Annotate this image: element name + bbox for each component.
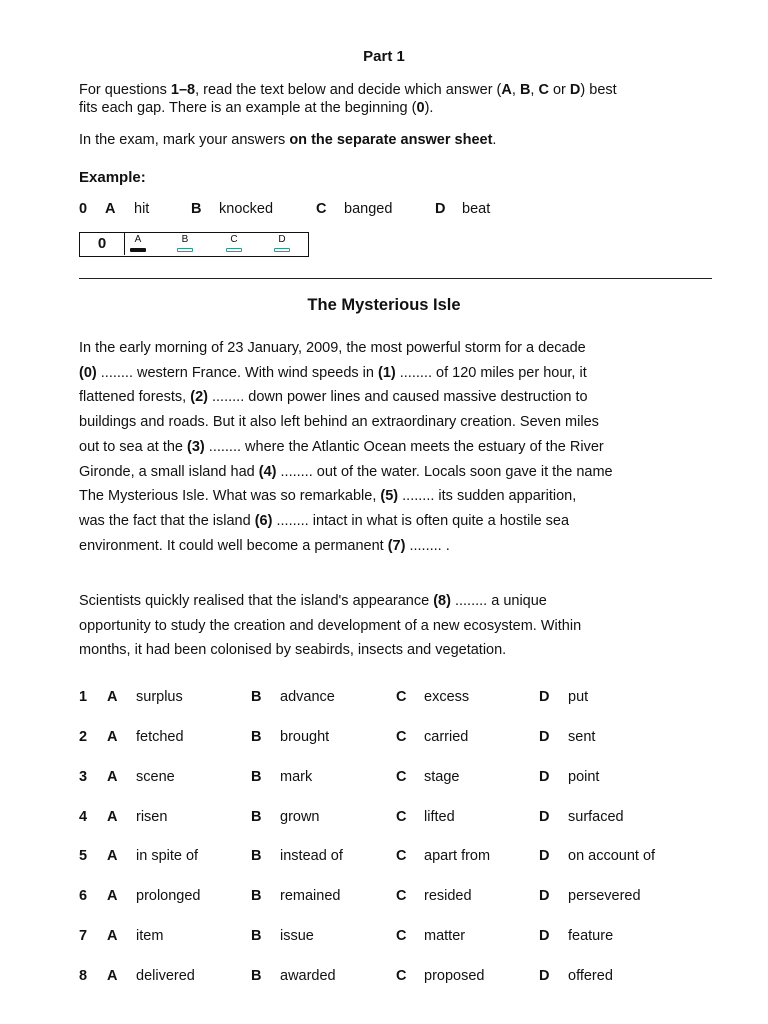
section-divider bbox=[79, 278, 712, 279]
option-b: remained bbox=[280, 888, 341, 904]
example-word-b: knocked bbox=[219, 201, 274, 217]
text-run: In the early morning of 23 January, 2009, the most powerful storm for a decade bbox=[79, 340, 586, 356]
option-letter-b: B bbox=[251, 729, 262, 745]
text-run: Scientists quickly realised that the island's appearance bbox=[79, 593, 434, 609]
option-d: surfaced bbox=[568, 809, 624, 825]
instr-text: In the exam, mark your answers bbox=[79, 132, 290, 148]
paragraph-line bbox=[79, 614, 719, 639]
text-run: ........ out of the water. Locals soon gave it the name bbox=[276, 463, 613, 480]
option-a: risen bbox=[136, 809, 168, 825]
paragraph-line bbox=[79, 589, 719, 614]
text-run: ........ down power lines and caused massive destruction to bbox=[207, 389, 588, 406]
option-a: item bbox=[136, 928, 164, 944]
option-a: fetched bbox=[136, 729, 184, 745]
option-a: scene bbox=[136, 769, 175, 785]
option-letter-d: D bbox=[539, 689, 550, 705]
instr-text: ). bbox=[424, 100, 434, 116]
example-number: 0 bbox=[79, 201, 88, 217]
option-a: surplus bbox=[136, 689, 183, 705]
example-letter-d: D bbox=[435, 201, 446, 217]
option-d: point bbox=[568, 769, 600, 785]
option-letter-a: A bbox=[107, 689, 118, 705]
option-d: persevered bbox=[568, 888, 641, 904]
option-letter-c: C bbox=[396, 888, 407, 904]
text-title: The Mysterious Isle bbox=[307, 296, 461, 314]
option-letter-b: B bbox=[251, 689, 262, 705]
instructions-line-2 bbox=[79, 99, 719, 117]
option-letter-d: D bbox=[539, 888, 550, 904]
option-letter-c: C bbox=[396, 729, 407, 745]
option-letter-b: B bbox=[251, 769, 262, 785]
paragraph-1 bbox=[79, 336, 719, 558]
option-c: lifted bbox=[424, 809, 455, 825]
option-c: apart from bbox=[424, 848, 491, 864]
text-run: ........ western France. With wind speeds in bbox=[96, 364, 378, 381]
answer-box-letter-c: C bbox=[230, 234, 238, 245]
option-letter-a: A bbox=[107, 769, 118, 785]
answer-box-mark-d bbox=[274, 248, 290, 252]
answer-box-mark-a bbox=[130, 248, 146, 252]
instr-letter: B bbox=[519, 82, 531, 98]
gap-number: (0) bbox=[79, 364, 97, 381]
option-letter-c: C bbox=[396, 928, 407, 944]
option-c: proposed bbox=[424, 968, 485, 984]
answer-box-mark-b bbox=[177, 248, 193, 252]
instr-text: . bbox=[492, 132, 497, 148]
instr-text: , read the text below and decide which answer ( bbox=[195, 82, 502, 98]
question-number: 7 bbox=[79, 928, 88, 944]
text-run: ........ where the Atlantic Ocean meets the estuary of the River bbox=[204, 438, 604, 455]
option-b: awarded bbox=[280, 968, 336, 984]
paragraph-line bbox=[79, 385, 719, 410]
gap-number: (4) bbox=[258, 463, 277, 480]
text-run: ........ intact in what is often quite a hostile sea bbox=[272, 512, 570, 529]
text-run: months, it had been colonised by seabirds, insects and vegetation. bbox=[79, 642, 507, 659]
question-number: 3 bbox=[79, 769, 88, 785]
question-number: 2 bbox=[79, 729, 88, 745]
option-letter-b: B bbox=[251, 928, 262, 944]
gap-number: (7) bbox=[387, 537, 406, 554]
example-letter-a: A bbox=[105, 201, 116, 217]
instr-letter: A bbox=[501, 82, 512, 98]
option-c: resided bbox=[424, 888, 472, 904]
option-b: issue bbox=[280, 928, 314, 944]
option-letter-d: D bbox=[539, 729, 550, 745]
option-letter-d: D bbox=[539, 809, 550, 825]
answer-box-letter-d: D bbox=[278, 234, 286, 245]
question-number: 6 bbox=[79, 888, 88, 904]
text-run: ........ . bbox=[405, 537, 450, 554]
gap-number: (1) bbox=[377, 364, 396, 381]
text-run: flattened forests, bbox=[79, 389, 191, 406]
part-title: Part 1 bbox=[363, 48, 405, 65]
option-letter-c: C bbox=[396, 968, 407, 984]
example-answer-box bbox=[79, 232, 309, 257]
text-run: out to sea at the bbox=[79, 438, 188, 455]
option-b: mark bbox=[280, 769, 313, 785]
option-letter-d: D bbox=[539, 769, 550, 785]
option-c: carried bbox=[424, 729, 469, 745]
example-letter-b: B bbox=[191, 201, 202, 217]
option-letter-a: A bbox=[107, 848, 118, 864]
option-letter-c: C bbox=[396, 809, 407, 825]
option-a: prolonged bbox=[136, 888, 201, 904]
paragraph-line bbox=[79, 460, 719, 485]
instr-text: For questions bbox=[79, 82, 171, 98]
text-run: buildings and roads. But it also left behind an extraordinary creation. Seven miles bbox=[79, 414, 599, 431]
text-run: ........ its sudden apparition, bbox=[398, 488, 577, 505]
instr-emphasis: on the separate answer sheet bbox=[289, 132, 493, 148]
instructions-line-3 bbox=[79, 131, 719, 149]
paragraph-line bbox=[79, 410, 719, 435]
gap-number: (5) bbox=[380, 488, 399, 505]
option-letter-d: D bbox=[539, 928, 550, 944]
option-d: on account of bbox=[568, 848, 656, 864]
option-d: feature bbox=[568, 928, 614, 944]
instr-letter: C bbox=[538, 82, 549, 98]
option-b: advance bbox=[280, 689, 335, 705]
option-d: offered bbox=[568, 968, 613, 984]
instr-letter: D bbox=[569, 82, 581, 98]
question-number: 5 bbox=[79, 848, 88, 864]
option-letter-b: B bbox=[251, 848, 262, 864]
option-letter-a: A bbox=[107, 809, 118, 825]
example-label: Example: bbox=[79, 169, 146, 186]
option-letter-c: C bbox=[396, 689, 407, 705]
instr-text: , bbox=[530, 82, 539, 98]
instr-text: ) best bbox=[580, 82, 617, 98]
option-letter-b: B bbox=[251, 968, 262, 984]
text-run: ........ a unique bbox=[450, 593, 547, 609]
paragraph-2 bbox=[79, 589, 719, 663]
instr-text: fits each gap. There is an example at the beginning ( bbox=[79, 100, 417, 116]
paragraph-line bbox=[79, 509, 719, 534]
text-run: ........ of 120 miles per hour, it bbox=[395, 364, 587, 381]
gap-number: (6) bbox=[254, 512, 273, 529]
paragraph-line bbox=[79, 638, 719, 663]
option-letter-d: D bbox=[539, 968, 550, 984]
option-letter-b: B bbox=[251, 809, 262, 825]
option-letter-b: B bbox=[251, 888, 262, 904]
text-run: Gironde, a small island had bbox=[79, 463, 259, 480]
example-word-c: banged bbox=[344, 201, 393, 217]
option-letter-a: A bbox=[107, 729, 118, 745]
option-letter-a: A bbox=[107, 888, 118, 904]
text-run: was the fact that the island bbox=[79, 512, 255, 529]
option-letter-d: D bbox=[539, 848, 550, 864]
option-d: put bbox=[568, 689, 589, 705]
instr-text: or bbox=[548, 82, 570, 98]
option-b: brought bbox=[280, 729, 330, 745]
option-c: excess bbox=[424, 689, 470, 705]
option-b: instead of bbox=[280, 848, 343, 864]
example-letter-c: C bbox=[316, 201, 327, 217]
option-b: grown bbox=[280, 809, 320, 825]
paragraph-line bbox=[79, 435, 719, 460]
option-letter-a: A bbox=[107, 928, 118, 944]
option-a: delivered bbox=[136, 968, 195, 984]
option-letter-c: C bbox=[396, 769, 407, 785]
instr-range: 1–8 bbox=[170, 82, 196, 98]
paragraph-line bbox=[79, 361, 719, 386]
option-letter-a: A bbox=[107, 968, 118, 984]
answer-box-letter-b: B bbox=[181, 234, 189, 245]
text-run: The Mysterious Isle. What was so remarkable, bbox=[79, 488, 381, 505]
option-c: matter bbox=[424, 928, 466, 944]
option-a: in spite of bbox=[136, 848, 199, 864]
question-number: 4 bbox=[79, 809, 88, 825]
option-letter-c: C bbox=[396, 848, 407, 864]
gap-number: (8) bbox=[433, 593, 451, 609]
question-number: 8 bbox=[79, 968, 88, 984]
answer-box-letter-a: A bbox=[134, 234, 142, 245]
instr-zero: 0 bbox=[416, 100, 425, 116]
paragraph-line bbox=[79, 484, 719, 509]
gap-number: (3) bbox=[187, 438, 205, 455]
question-number: 1 bbox=[79, 689, 88, 705]
answer-box-number: 0 bbox=[80, 233, 125, 255]
text-run: environment. It could well become a permanent bbox=[79, 537, 388, 554]
paragraph-line bbox=[79, 534, 719, 559]
gap-number: (2) bbox=[190, 389, 208, 406]
instructions-line-1 bbox=[79, 81, 719, 99]
instr-text: , bbox=[511, 82, 520, 98]
example-word-a: hit bbox=[134, 201, 150, 217]
option-d: sent bbox=[568, 729, 596, 745]
example-word-d: beat bbox=[462, 201, 491, 217]
option-c: stage bbox=[424, 769, 460, 785]
paragraph-line bbox=[79, 336, 719, 361]
answer-box-mark-c bbox=[226, 248, 242, 252]
text-run: opportunity to study the creation and development of a new ecosystem. Within bbox=[79, 617, 582, 634]
